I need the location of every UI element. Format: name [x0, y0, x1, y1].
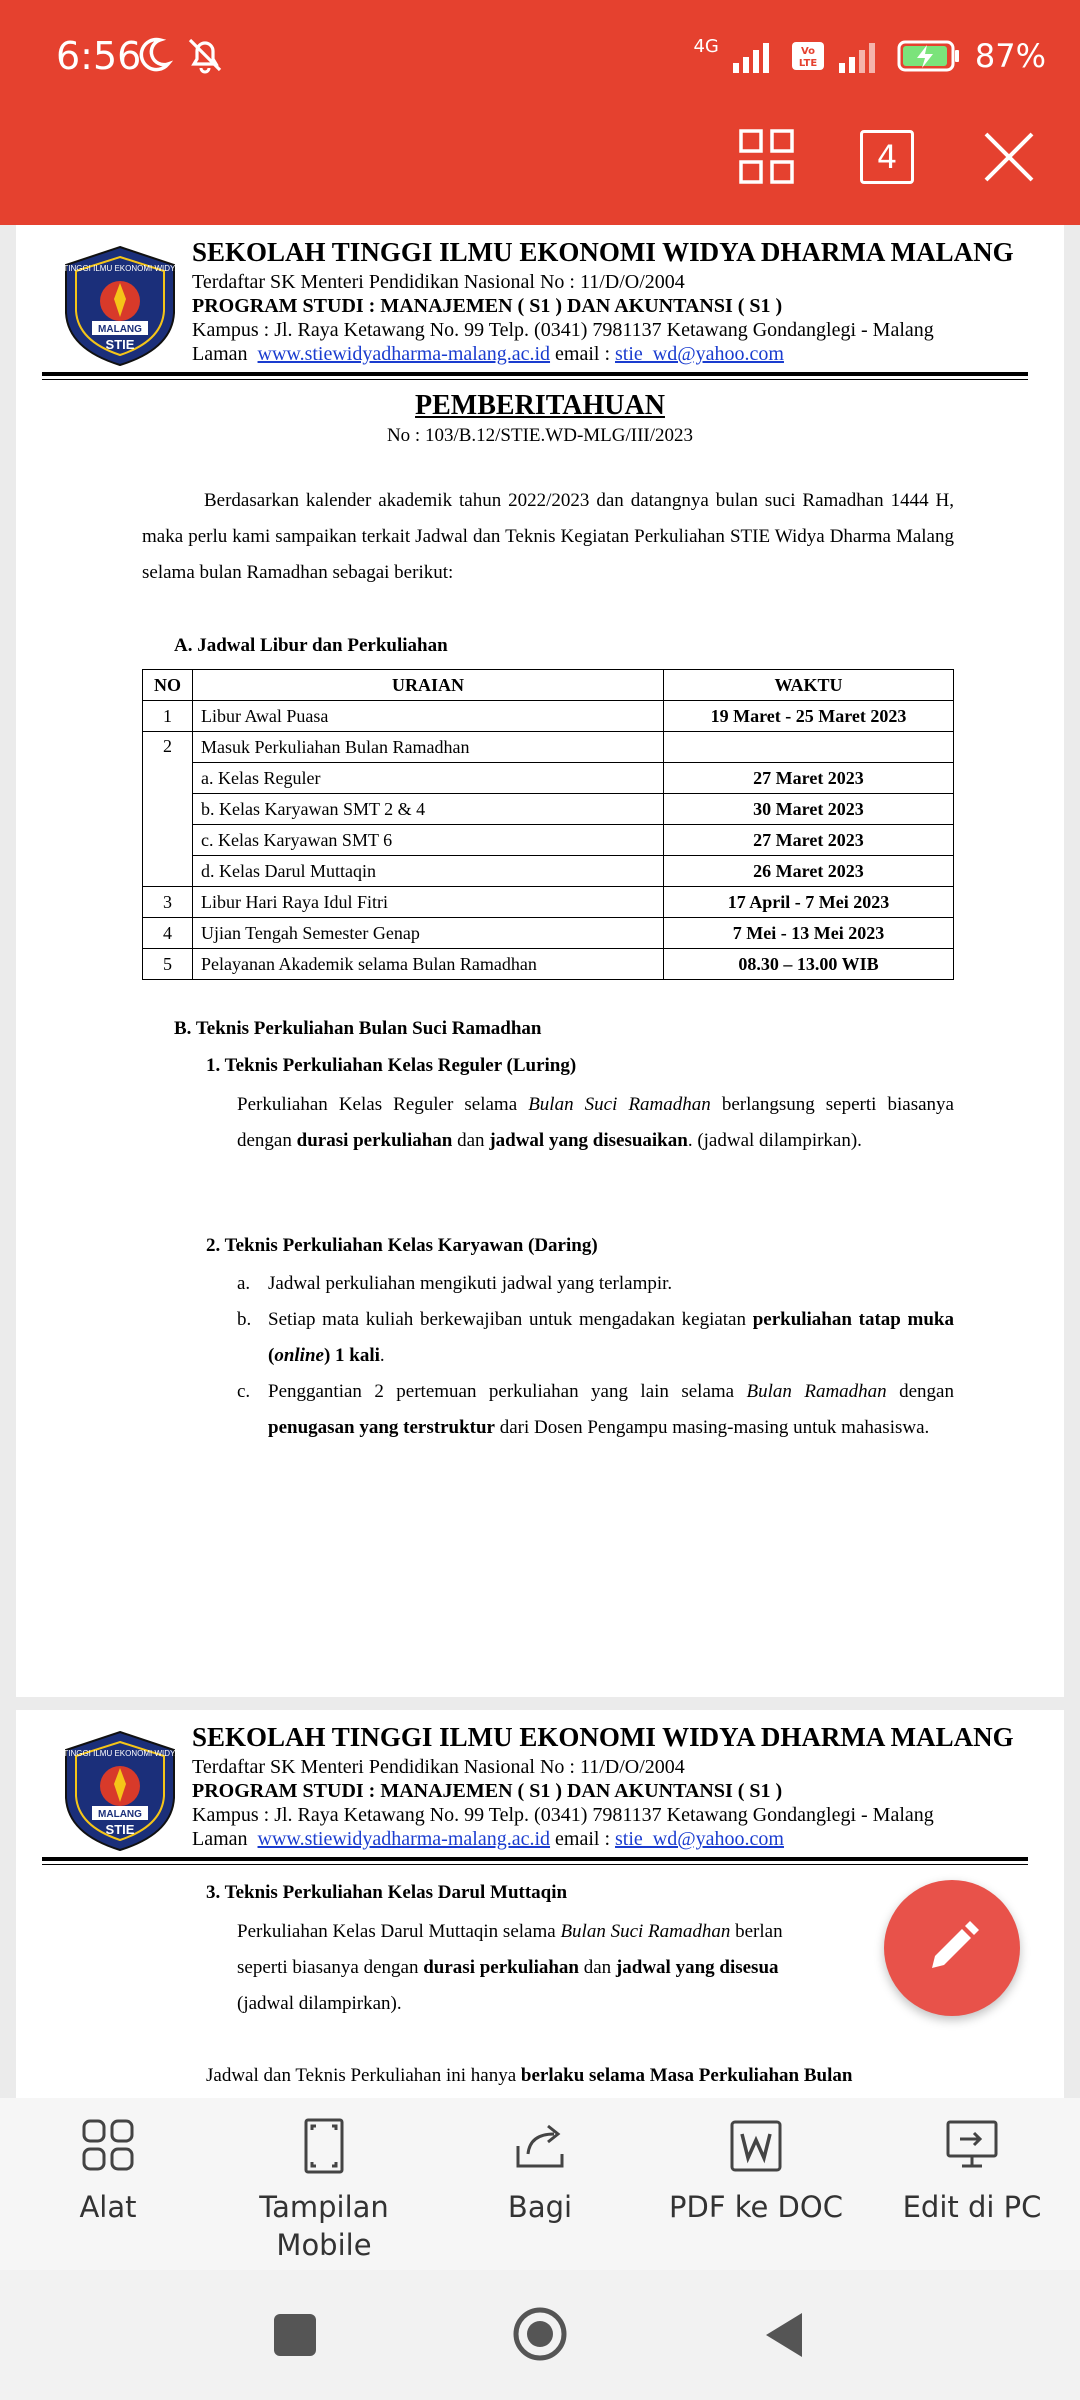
b2-b-bold-2: ) 1 kali [323, 1345, 380, 1366]
intro-paragraph: Berdasarkan kalender akademik tahun 2022/2023 dan datangnya bulan suci Ramadhan 1444 H, maka perlu kami sampaikan terkait Jadwal dan Teknis Kegiatan Perkuliahan STIE Widya Dharma Malang selama bulan Ramadhan sebagai berikut: [142, 490, 954, 583]
letterhead-divider-thin [42, 379, 1028, 380]
b3-text-3: dan [578, 1957, 616, 1978]
tool-tampilan-mobile[interactable] [216, 2098, 432, 2270]
logo-mid-text: MALANG [98, 1809, 142, 1820]
b1-text-3: dan [452, 1130, 490, 1151]
notice-number: No : 103/B.12/STIE.WD-MLG/III/2023 [386, 425, 694, 446]
system-nav-bar [0, 2270, 1080, 2400]
b3-title: 3. Teknis Perkuliahan Kelas Darul Muttaqin [206, 1882, 568, 1903]
b1-text-2: berlangsung seperti biasanya dengan [237, 1094, 954, 1151]
section-b-heading: B. Teknis Perkuliahan Bulan Suci Ramadhan [174, 1018, 542, 1039]
b2-title: 2. Teknis Perkuliahan Kelas Karyawan (Daring) [206, 1235, 598, 1256]
b3-text-2: berlan [730, 1921, 783, 1942]
pencil-icon [922, 1918, 982, 1978]
recents-button[interactable] [274, 2314, 316, 2356]
table-row [143, 794, 954, 825]
b2-c-text-3: dari Dosen Pengampu masing-masing untuk mahasiswa. [494, 1417, 930, 1438]
table-header-row [143, 670, 954, 701]
institution-name: SEKOLAH TINGGI ILMU EKONOMI WIDYA DHARMA MALANG [192, 237, 1014, 267]
b3-text-2b: seperti biasanya dengan [237, 1957, 424, 1978]
b3-paragraph-line3: (jadwal dilampirkan). [237, 1993, 402, 2014]
cell-no: 2 [143, 732, 193, 887]
section-a-heading: A. Jadwal Libur dan Perkuliahan [174, 635, 448, 656]
closing-text-bold: berlaku selama Masa Perkuliahan Bulan [520, 2065, 853, 2086]
mobile-view-icon [294, 2116, 354, 2176]
tool-label: PDF ke DOC [669, 2190, 843, 2224]
tool-pdf-ke-doc[interactable] [648, 2098, 864, 2270]
b3-paragraph-line2 [237, 1950, 954, 1986]
b2-c-bold: penugasan yang terstruktur [268, 1417, 495, 1438]
institution-name: SEKOLAH TINGGI ILMU EKONOMI WIDYA DHARMA MALANG [192, 1722, 1014, 1752]
registration-line: Terdaftar SK Menteri Pendidikan Nasional No : 11/D/O/2004 [192, 1756, 685, 1778]
bell-off-icon [184, 34, 226, 76]
status-indicators [693, 34, 1046, 78]
cell-waktu: 30 Maret 2023 [664, 794, 954, 825]
b2-c-text [268, 1374, 954, 1446]
header-uraian: URAIAN [193, 670, 664, 701]
cell-uraian: a. Kelas Reguler [193, 763, 664, 794]
closing-text-1: Jadwal dan Teknis Perkuliahan ini hanya [206, 2065, 521, 2086]
back-button[interactable] [762, 2310, 806, 2360]
bottom-toolbar [0, 2098, 1080, 2270]
tool-label: Edit di PC [902, 2190, 1042, 2224]
table-row [143, 701, 954, 732]
top-bar [0, 0, 1080, 225]
b2-a-marker: a. [237, 1273, 251, 1294]
cell-waktu: 26 Maret 2023 [664, 856, 954, 887]
b2-b-bold-1: perkuliahan tatap muka ( [268, 1309, 954, 1366]
b2-b-text [268, 1302, 954, 1374]
closing-paragraph [206, 2058, 966, 2094]
b1-text-4: . (jadwal dilampirkan). [687, 1130, 862, 1151]
tool-label: Alat [79, 2190, 137, 2224]
word-doc-icon [726, 2116, 786, 2176]
svg-text:LTE: LTE [798, 58, 818, 69]
cell-no: 1 [143, 701, 193, 732]
cell-uraian: Libur Hari Raya Idul Fitri [193, 887, 664, 918]
letterhead-divider [42, 372, 1028, 376]
b1-text-bold-1: durasi perkuliahan [296, 1130, 453, 1151]
b3-paragraph-line1 [237, 1914, 954, 1950]
email-link[interactable]: stie_wd@yahoo.com [615, 343, 784, 365]
volte-icon [791, 41, 825, 71]
network-type: 4G [693, 35, 719, 57]
cell-waktu: 08.30 – 13.00 WIB [664, 949, 954, 980]
letterhead-divider [42, 1857, 1028, 1861]
b2-c-italic: Bulan Ramadhan [746, 1381, 887, 1402]
table-row [143, 918, 954, 949]
logo-top-text: SEKOLAH TINGGI ILMU EKONOMI WIDYA DHARMA [23, 264, 217, 273]
table-row [143, 949, 954, 980]
cell-uraian: Libur Awal Puasa [193, 701, 664, 732]
b3-text-1: Perkuliahan Kelas Darul Muttaqin selama [237, 1921, 561, 1942]
letterhead [16, 1710, 1064, 1870]
b1-text-1: Perkuliahan Kelas Reguler selama [237, 1094, 529, 1115]
tab-count-button[interactable] [860, 130, 914, 184]
address-line: Kampus : Jl. Raya Ketawang No. 99 Telp. (0341) 7981137 Ketawang Gondanglegi - Malang [192, 319, 934, 341]
b2-b-text-1: Setiap mata kuliah berkewajiban untuk mengadakan kegiatan [268, 1309, 753, 1330]
letterhead-divider-thin [42, 1864, 1028, 1865]
grid-view-icon[interactable] [738, 128, 796, 186]
logo-mid-text: MALANG [98, 324, 142, 335]
b2-c-marker: c. [237, 1381, 251, 1402]
website-link[interactable]: www.stiewidyadharma-malang.ac.id [257, 343, 551, 365]
logo-top-text: SEKOLAH TINGGI ILMU EKONOMI WIDYA DHARMA [23, 1749, 217, 1758]
edit-fab-button[interactable] [884, 1880, 1020, 2016]
document-page-1 [16, 225, 1064, 1697]
svg-text:Vo: Vo [800, 46, 815, 57]
email-label: email : [555, 1828, 611, 1850]
close-icon[interactable] [980, 128, 1038, 186]
table-row [143, 732, 954, 763]
b2-b-bold-italic: online [274, 1345, 324, 1366]
cell-uraian: Pelayanan Akademik selama Bulan Ramadhan [193, 949, 664, 980]
b2-c-text-1: Penggantian 2 pertemuan perkuliahan yang lain selama [268, 1381, 747, 1402]
table-row [143, 856, 954, 887]
share-icon [510, 2116, 570, 2176]
header-waktu: WAKTU [664, 670, 954, 701]
tab-count: 4 [876, 138, 898, 176]
b1-text-bold-2: jadwal yang disesuaikan [489, 1130, 688, 1151]
tool-label: Tampilan Mobile [259, 2190, 389, 2262]
cell-uraian: b. Kelas Karyawan SMT 2 & 4 [193, 794, 664, 825]
contact-line [192, 343, 784, 366]
b3-text-bold-2: jadwal yang disesua [615, 1957, 779, 1978]
cell-no: 5 [143, 949, 193, 980]
notice-title: PEMBERITAHUAN [415, 390, 665, 421]
cell-no: 4 [143, 918, 193, 949]
cell-waktu: 19 Maret - 25 Maret 2023 [664, 701, 954, 732]
tool-bagi[interactable] [432, 2098, 648, 2270]
website-link[interactable]: www.stiewidyadharma-malang.ac.id [257, 1828, 551, 1850]
cell-waktu: 27 Maret 2023 [664, 763, 954, 794]
stie-logo [23, 243, 217, 368]
cell-waktu: 27 Maret 2023 [664, 825, 954, 856]
email-link[interactable]: stie_wd@yahoo.com [615, 1828, 784, 1850]
tool-edit-di-pc[interactable] [864, 2098, 1080, 2270]
letterhead [16, 225, 1064, 385]
header-no: NO [143, 670, 193, 701]
battery-percent: 87% [974, 37, 1046, 75]
logo-bottom-text: STIE [105, 337, 135, 352]
address-line: Kampus : Jl. Raya Ketawang No. 99 Telp. (0341) 7981137 Ketawang Gondanglegi - Malang [192, 1804, 934, 1826]
contact-line [192, 1828, 784, 1851]
signal-icon-2 [839, 39, 883, 73]
website-label: Laman [192, 343, 248, 365]
schedule-table [142, 669, 954, 980]
cell-uraian: d. Kelas Darul Muttaqin [193, 856, 664, 887]
b3-text-bold-1: durasi perkuliahan [423, 1957, 579, 1978]
home-button[interactable] [512, 2306, 568, 2362]
tool-alat[interactable] [0, 2098, 216, 2270]
cell-no: 3 [143, 887, 193, 918]
cell-uraian: Ujian Tengah Semester Genap [193, 918, 664, 949]
programs-line: PROGRAM STUDI : MANAJEMEN ( S1 ) DAN AKUNTANSI ( S1 ) [192, 295, 783, 317]
b2-a-text: Jadwal perkuliahan mengikuti jadwal yang terlampir. [268, 1273, 673, 1294]
b2-c-text-2: dengan [886, 1381, 954, 1402]
cell-uraian: Masuk Perkuliahan Bulan Ramadhan [193, 732, 664, 763]
b3-text-italic: Bulan Suci Ramadhan [560, 1921, 731, 1942]
cell-waktu [664, 732, 954, 763]
email-label: email : [555, 343, 611, 365]
pc-transfer-icon [942, 2116, 1002, 2176]
programs-line: PROGRAM STUDI : MANAJEMEN ( S1 ) DAN AKUNTANSI ( S1 ) [192, 1780, 783, 1802]
b1-title: 1. Teknis Perkuliahan Kelas Reguler (Luring) [206, 1055, 577, 1076]
tool-label: Bagi [507, 2190, 573, 2224]
b2-b-text-2: . [379, 1345, 385, 1366]
status-time: 6:56 [56, 34, 142, 78]
b1-text-italic: Bulan Suci Ramadhan [528, 1094, 711, 1115]
registration-line: Terdaftar SK Menteri Pendidikan Nasional No : 11/D/O/2004 [192, 271, 685, 293]
signal-icon [733, 39, 777, 73]
b2-b-marker: b. [237, 1309, 252, 1330]
b1-paragraph [237, 1087, 954, 1159]
table-row [143, 825, 954, 856]
cell-waktu: 7 Mei - 13 Mei 2023 [664, 918, 954, 949]
logo-bottom-text: STIE [105, 1822, 135, 1837]
moon-icon [134, 34, 174, 74]
cell-uraian: c. Kelas Karyawan SMT 6 [193, 825, 664, 856]
stie-logo [23, 1728, 217, 1853]
tools-grid-icon [78, 2116, 138, 2176]
table-row [143, 887, 954, 918]
website-label: Laman [192, 1828, 248, 1850]
cell-waktu: 17 April - 7 Mei 2023 [664, 887, 954, 918]
battery-charging-icon [897, 39, 961, 73]
table-row [143, 763, 954, 794]
